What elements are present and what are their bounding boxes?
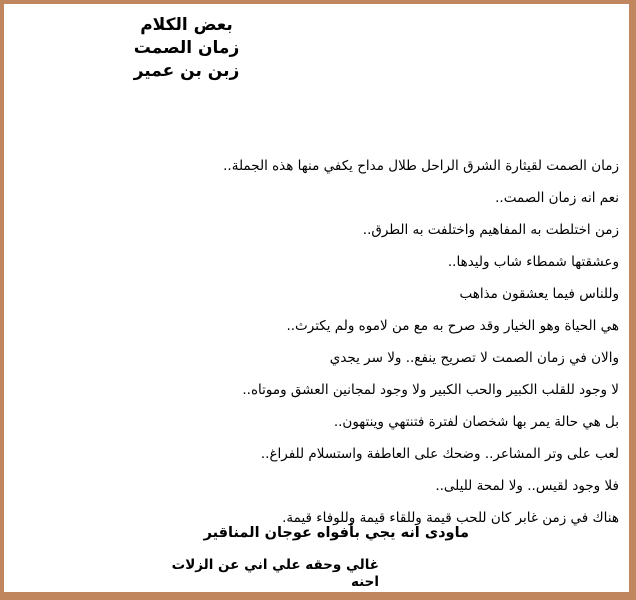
- document-body: [29, 150, 619, 534]
- document-page: [4, 4, 629, 592]
- header-subtitle: زمان الصمت: [133, 38, 240, 58]
- body-line: فلا وجود لقيس.. ولا لمحة لليلى..: [435, 478, 619, 494]
- body-line: لا وجود للقلب الكبير والحب الكبير ولا وجود لمجانين العشق وموتاه..: [242, 382, 619, 398]
- closing-line: ماودى انه يجي بأفواه عوجان المناقير: [203, 525, 469, 541]
- body-line: زمان الصمت لقيثارة الشرق الراحل طلال مداح يكفي منها هذه الجملة..: [223, 158, 619, 174]
- body-line: لعب على وتر المشاعر.. وضحك على العاطفة واستسلام للفراغ..: [260, 446, 619, 462]
- document-header: [4, 14, 629, 83]
- body-line: هناك في زمن غابر كان للحب قيمة وللقاء قيمة وللوفاء قيمة.: [282, 510, 619, 526]
- body-line: والان في زمان الصمت لا تصريح ينفع.. ولا سر يجدي: [329, 350, 619, 366]
- signoff-line: احنه: [350, 574, 379, 590]
- body-line: وللناس فيما يعشقون مذاهب: [459, 286, 619, 302]
- header-author: زبن بن عمير: [133, 61, 240, 81]
- signoff-line: غالي وحقه علي اني عن الزلات: [171, 557, 379, 573]
- body-line: وعشقتها شمطاء شاب وليدها..: [447, 254, 619, 270]
- body-line: بل هي حالة يمر بها شخصان لفترة فتنتهي وينتهون..: [333, 414, 619, 430]
- signoff-block: [172, 557, 379, 591]
- body-line: هي الحياة وهو الخيار وقد صرح به مع من لاموه ولم يكترث..: [286, 318, 619, 334]
- header-title: بعض الكلام: [140, 15, 233, 35]
- body-line: نعم انه زمان الصمت..: [495, 190, 619, 206]
- body-line: زمن اختلطت به المفاهيم واختلفت به الطرق..: [362, 222, 619, 238]
